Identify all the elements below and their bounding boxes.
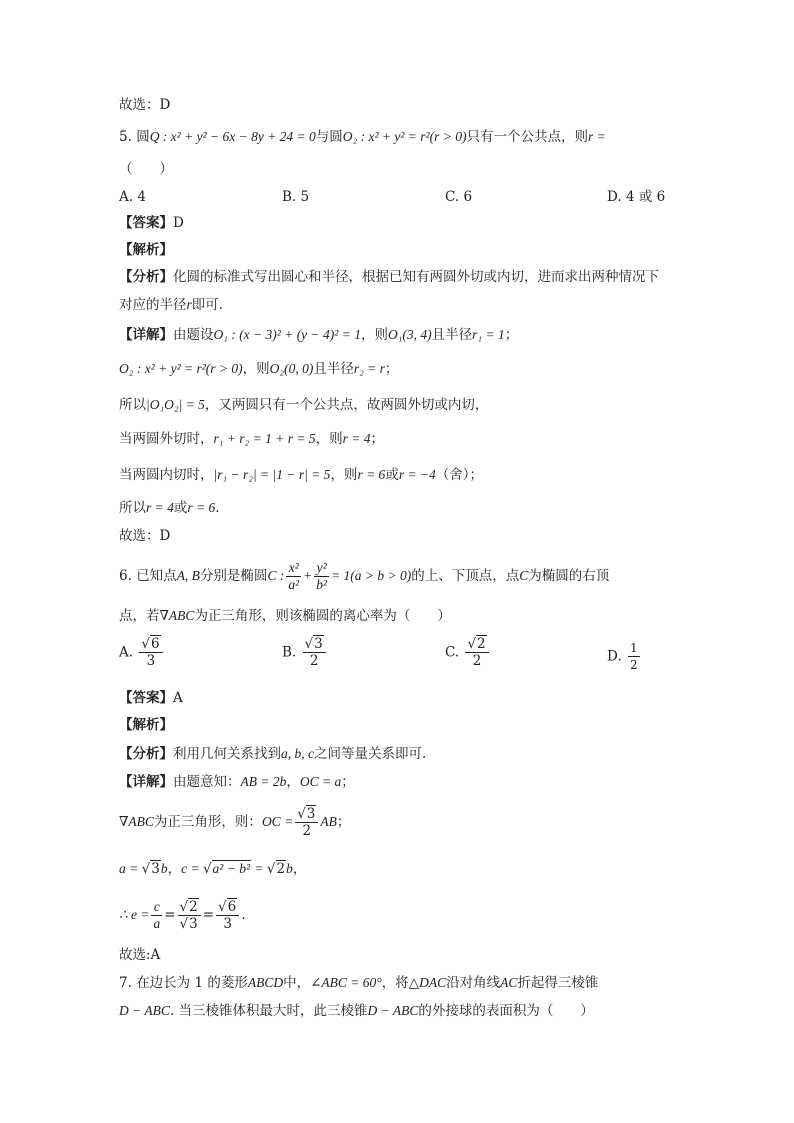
q6-stem-line1: 6. 已知点A, B分别是椭圆C : $\frac{\text{x²}}{\text{a²}}$ + $\frac{\text{y²}}{\text{b²}}$ = 1(a > b > 0)的上、下顶点，点C为椭圆的右顶 xyxy=(119,560,610,592)
q5-option-b: B. 5 xyxy=(282,189,310,205)
q4-conclusion: 故选：D xyxy=(119,97,171,113)
q5-detail-line2: O₂ : x² + y² = r²(r > 0)，则O₂(0, 0)且半径r₂ = r； xyxy=(119,361,399,377)
q5-conclusion: 故选：D xyxy=(119,528,171,544)
q6-option-d: D. $\frac{1}{2}$ xyxy=(607,641,638,672)
stem-text: 圆 xyxy=(136,129,150,145)
q5-detail-line3: 所以|O₁O₂| = 5，又两圆只有一个公共点，故两圆外切或内切， xyxy=(119,397,489,413)
q5-option-d: D. 4 或 6 xyxy=(607,189,666,205)
q5-bracket: （ ） xyxy=(119,161,173,177)
q6-detail-line3: a = √3b，c = √a² − b² = √2b， xyxy=(119,861,307,877)
ellipse-fraction-y: $\frac{\text{y²}}{\text{b²}}$ xyxy=(316,560,328,592)
q6-option-b: B. $\frac{√3}{2}$ xyxy=(282,636,328,669)
q6-option-a: A. $\frac{√6}{3}$ xyxy=(119,636,165,669)
q5-option-c: C. 6 xyxy=(445,189,473,205)
q5-stem xyxy=(119,128,606,146)
q5-fenxi-line2: 对应的半径r即可. xyxy=(119,297,224,313)
q6-detail-line2: ∇ABC为正三角形，则：OC = $\frac{√3}{2}$ AB； xyxy=(119,806,351,839)
q6-option-c: C. $\frac{√2}{2}$ xyxy=(445,636,491,669)
q6-detail-line4: ∴ e = $\frac{c}{a}$ = $\frac{√2}{√3}$ = $\frac{√6}{3}$ . xyxy=(119,899,246,932)
q7-stem-line2: D − ABC. 当三棱锥体积最大时，此三棱锥D − ABC的外接球的表面积为（ ） xyxy=(119,1003,594,1019)
stem-text: 与圆 xyxy=(315,129,343,145)
q6-analysis-tag: 【解析】 xyxy=(119,717,173,733)
q5-answer: 【答案】D xyxy=(119,215,184,231)
q6-detail-line1: 【详解】由题意知：AB = 2b，OC = a； xyxy=(119,774,355,790)
stem-text: 只有一个公共点，则 xyxy=(466,129,588,145)
q6-stem-line2: 点，若∇ABC为正三角形，则该椭圆的离心率为（ ） xyxy=(119,608,451,624)
q5-detail-line4: 当两圆外切时，r₁ + r₂ = 1 + r = 5，则r = 4； xyxy=(119,431,384,447)
circle-o2-equation: O₂ : x² + y² = r²(r > 0) xyxy=(342,129,467,144)
q5-option-a: A. 4 xyxy=(119,189,146,205)
q6-conclusion: 故选:A xyxy=(119,947,161,963)
question-number: 5. xyxy=(119,129,132,145)
q6-answer: 【答案】A xyxy=(119,690,183,706)
q5-detail-line1: 【详解】由题设O₁ : (x − 3)² + (y − 4)² = 1，则O₁(3, 4)且半径r₁ = 1； xyxy=(119,327,519,343)
circle-q-equation: Q : x² + y² − 6x − 8y + 24 = 0 xyxy=(149,129,316,144)
ellipse-fraction-x: $\frac{\text{x²}}{\text{a²}}$ xyxy=(288,560,300,592)
q5-detail-line5: 当两圆内切时，|r₁ − r₂| = |1 − r| = 5，则r = 6或r = −4（舍）； xyxy=(119,467,484,483)
q5-analysis-tag: 【解析】 xyxy=(119,242,173,258)
q6-fenxi: 【分析】利用几何关系找到a, b, c之间等量关系即可. xyxy=(119,746,427,762)
q5-fenxi-line1: 【分析】化圆的标准式写出圆心和半径，根据已知有两圆外切或内切，进而求出两种情况下 xyxy=(119,269,659,285)
stem-math: r = xyxy=(587,129,606,144)
q7-stem-line1: 7. 在边长为 1 的菱形ABCD中，∠ABC = 60°，将△DAC沿对角线AC折起得三棱锥 xyxy=(119,975,599,991)
q5-detail-line6: 所以r = 4或r = 6. xyxy=(119,500,220,516)
